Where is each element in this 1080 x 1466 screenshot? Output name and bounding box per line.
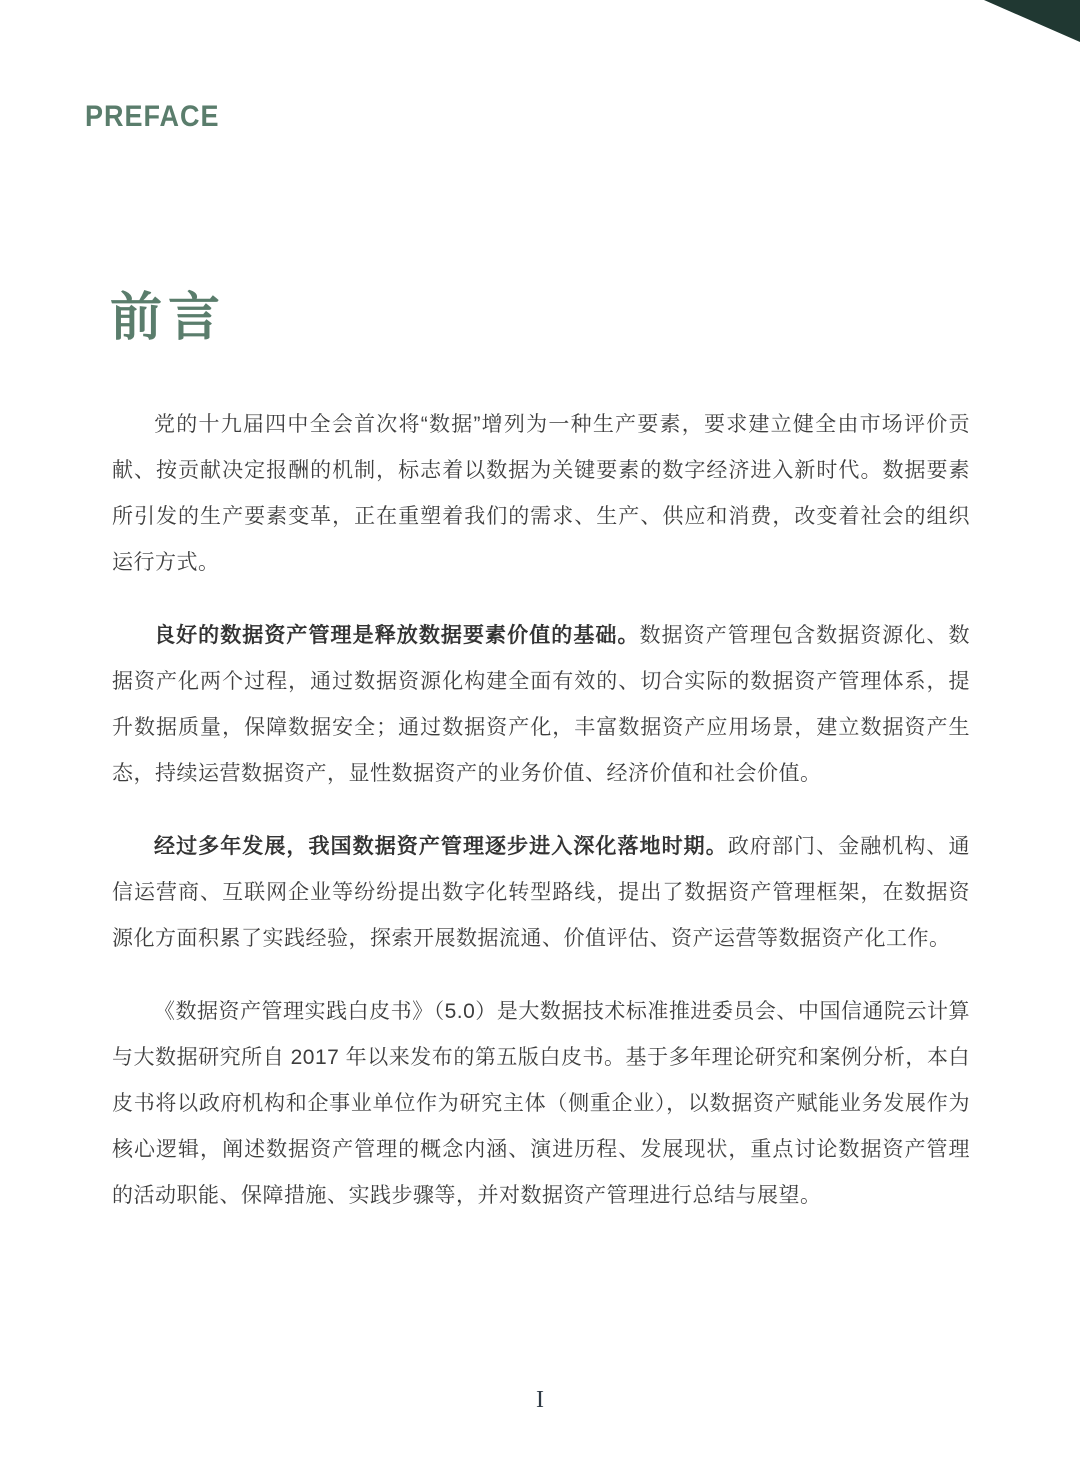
corner-ribbon-decoration: [984, 0, 1080, 42]
page-number: I: [536, 1387, 544, 1413]
preface-label: PREFACE: [85, 100, 220, 133]
paragraph: [112, 824, 970, 962]
paragraph-text: 数据资产管理包含数据资源化、数据资产化两个过程，通过数据资源化构建全面有效的、切合实际的数据资产管理体系，提升数据质量，保障数据安全；通过数据资产化，丰富数据资产应用场景，建立数据资产生态，持续运营数据资产，显性数据资产的业务价值、经济价值和社会价值。: [112, 624, 971, 785]
paragraph-lead-bold: 良好的数据资产管理是释放数据要素价值的基础。: [154, 624, 640, 647]
paragraph-text: 《数据资产管理实践白皮书》（5.0）是大数据技术标准推进委员会、中国信通院云计算与大数据研究所自 2017 年以来发布的第五版白皮书。基于多年理论研究和案例分析，本白皮书将以政府机构和企事业单位作为研究主体（侧重企业），以数据资产赋能业务发展作为核心逻辑，阐述数据资产管理的概念内涵、演进历程、发展现状，重点讨论数据资产管理的活动职能、保障措施、实践步骤等，并对数据资产管理进行总结与展望。: [112, 1000, 970, 1207]
body-content: [112, 402, 970, 1246]
paragraph: [112, 613, 970, 797]
paragraph-text: 党的十九届四中全会首次将“数据”增列为一种生产要素，要求建立健全由市场评价贡献、按贡献决定报酬的机制，标志着以数据为关键要素的数字经济进入新时代。数据要素所引发的生产要素变革，正在重塑着我们的需求、生产、供应和消费，改变着社会的组织运行方式。: [112, 413, 970, 574]
page-title: 前言: [110, 288, 227, 347]
paragraph: [112, 989, 970, 1219]
paragraph-lead-bold: 经过多年发展，我国数据资产管理逐步进入深化落地时期。: [154, 835, 728, 858]
paragraph-text: 政府部门、金融机构、通信运营商、互联网企业等纷纷提出数字化转型路线，提出了数据资产管理框架，在数据资源化方面积累了实践经验，探索开展数据流通、价值评估、资产运营等数据资产化工作。: [112, 835, 971, 950]
paragraph: [112, 402, 970, 586]
